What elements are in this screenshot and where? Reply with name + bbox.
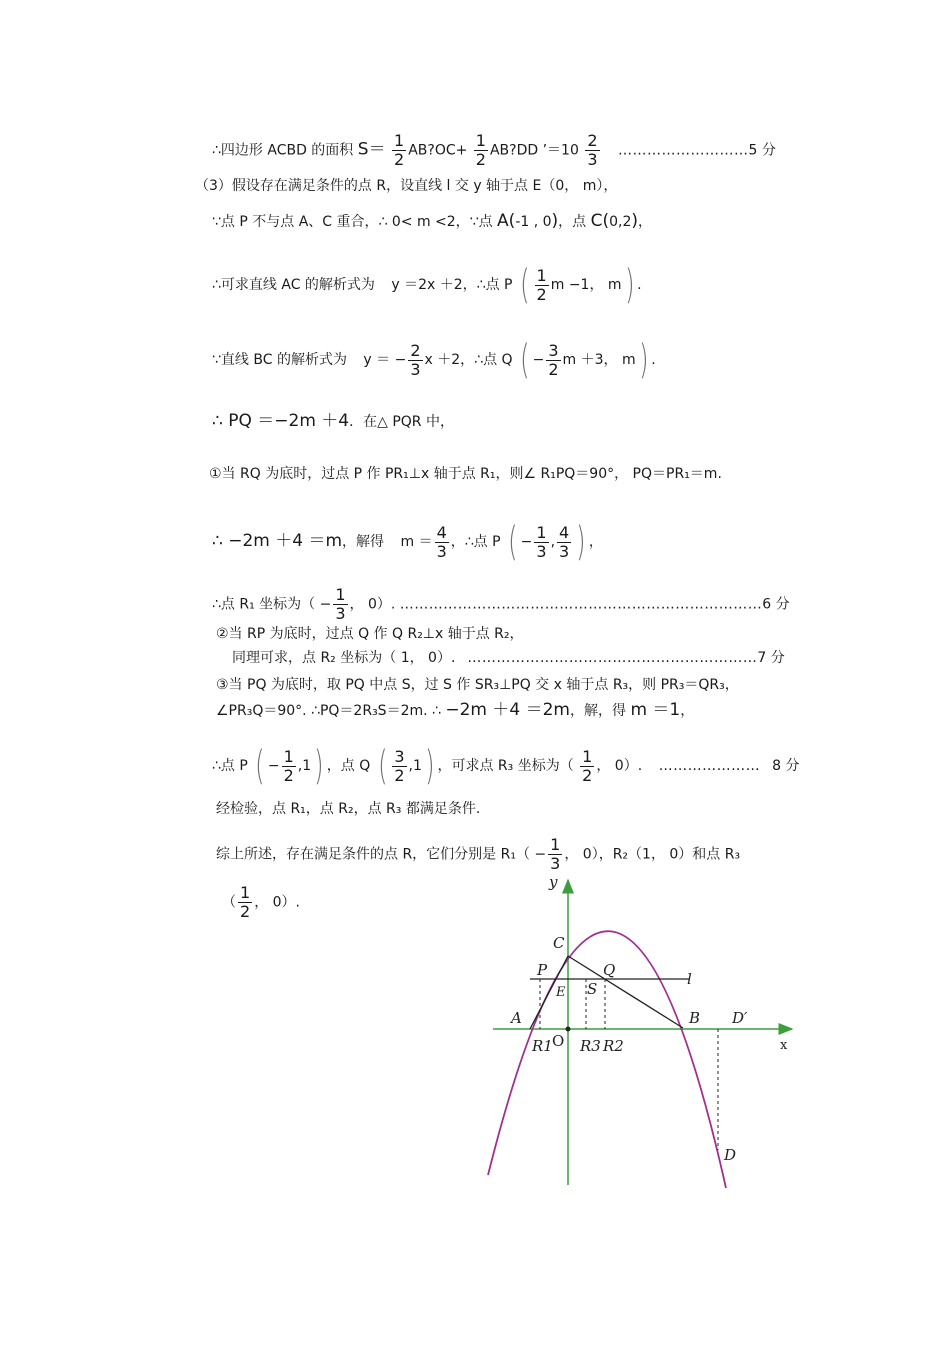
label-s: S <box>587 980 598 998</box>
origin-point <box>566 1027 571 1032</box>
label-r3: R3 <box>580 1037 601 1055</box>
label-e: E <box>556 985 566 1000</box>
r3-line: ∴点 P ( − $\frac{1}{2}$ ,1) ，点 Q ( $\frac{3}{2}$ ,1) ，可求点 R₃ 坐标为（ $\frac{1}{2}$ ， 0）. ………………… 8 分 <box>212 743 800 789</box>
label-r1: R1 <box>532 1037 553 1055</box>
summary-line: 综上所述，存在满足条件的点 R，它们分别是 R₁（ − $\frac{1}{3}$ ， 0），R₂（1， 0）和点 R₃ <box>216 835 741 873</box>
label-p: P <box>537 961 548 979</box>
case1-line: ①当 RQ 为底时，过点 P 作 PR₁⊥x 轴于点 R₁，则∠ R₁PQ＝90°， PQ＝PR₁＝m. <box>209 466 722 482</box>
fraction: $\frac{1}{3}$ <box>550 835 561 873</box>
fraction: $\frac{1}{3}$ <box>335 585 346 623</box>
fraction: $\frac{4}{3}$ <box>559 522 570 561</box>
fraction: $\frac{1}{2}$ <box>475 131 486 169</box>
label-x: x <box>780 1038 788 1053</box>
fraction: $\frac{1}{2}$ <box>240 883 251 921</box>
label-q: Q <box>603 961 616 979</box>
fraction: $\frac{1}{2}$ <box>536 265 547 304</box>
score: 6 分 <box>762 596 790 613</box>
fraction: $\frac{2}{3}$ <box>410 340 421 379</box>
label-o: O <box>552 1032 565 1050</box>
fraction: $\frac{1}{2}$ <box>283 746 294 785</box>
fraction: $\frac{3}{2}$ <box>548 340 559 379</box>
label-a: A <box>511 1009 522 1027</box>
score: 5 分 <box>748 142 776 159</box>
ac-line: ∴可求直线 AC 的解析式为 y ＝2x ＋2，∴点 P ( $\frac{1}{2}$ m −1， m) . <box>212 262 642 308</box>
case2-line: ②当 RP 为底时，过点 Q 作 Q R₂⊥x 轴于点 R₂， <box>216 626 524 642</box>
fraction: $\frac{1}{2}$ <box>394 131 405 169</box>
condition-line: ∵点 P 不与点 A、C 重合，∴ 0< m <2，∵点 A(-1 , 0)，点 C(0,2)， <box>212 211 653 231</box>
pq-line: ∴ PQ ＝−2m ＋4．在△ PQR 中， <box>212 411 454 431</box>
score: 8 分 <box>772 758 800 774</box>
r2-line: 同理可求，点 R₂ 坐标为（ 1， 0）. ……………………………………………………7 分 <box>232 650 785 666</box>
assumption-line: （3）假设存在满足条件的点 R，设直线 l 交 y 轴于点 E（0， m）， <box>195 178 618 194</box>
fraction: $\frac{1}{2}$ <box>582 746 593 785</box>
label-l: l <box>687 970 692 988</box>
parabola-figure <box>470 865 810 1195</box>
label-d: D <box>724 1146 737 1164</box>
label-r2: R2 <box>603 1037 624 1055</box>
summary-line-2: （ $\frac{1}{2}$ ， 0）. <box>222 883 300 921</box>
case3-line: ③当 PQ 为底时，取 PQ 中点 S，过 S 作 SR₃⊥PQ 交 x 轴于点 R₃，则 PR₃＝QR₃， <box>216 677 739 693</box>
case1-solve-line: ∴ −2m ＋4 ＝m，解得 m ＝ $\frac{4}{3}$ ，∴点 P ( − $\frac{1}{3}$ , $\frac{4}{3}$ ) ， <box>212 519 603 565</box>
check-line: 经检验，点 R₁，点 R₂，点 R₃ 都满足条件. <box>216 801 481 817</box>
label-c: C <box>553 934 565 952</box>
fraction: $\frac{2}{3}$ <box>587 131 598 169</box>
case3-solve-line: ∠PR₃Q＝90°. ∴PQ＝2R₃S＝2m. ∴ −2m ＋4 ＝2m，解，得 m ＝1， <box>216 700 695 720</box>
r1-line: ∴点 R₁ 坐标为（ − $\frac{1}{3}$ ， 0）. …………………………………………………………………6 分 <box>212 585 790 623</box>
label-b: B <box>689 1009 701 1027</box>
bc-line: ∵直线 BC 的解析式为 y ＝ − $\frac{2}{3}$ x ＋2，∴点 Q ( − $\frac{3}{2}$ m ＋3， m) . <box>212 337 656 383</box>
score: 7 分 <box>757 650 785 666</box>
fraction: $\frac{4}{3}$ <box>436 522 447 561</box>
fraction: $\frac{3}{2}$ <box>394 746 405 785</box>
area-line: ∴四边形 ACBD 的面积 S＝ $\frac{1}{2}$ AB?OC+ $\frac{1}{2}$ AB?DD ’＝10 $\frac{2}{3}$ ………………………5 分 <box>212 131 776 169</box>
fraction: $\frac{1}{3}$ <box>536 522 547 561</box>
label-y: y <box>549 873 558 891</box>
label-dprime: D′ <box>732 1009 748 1027</box>
